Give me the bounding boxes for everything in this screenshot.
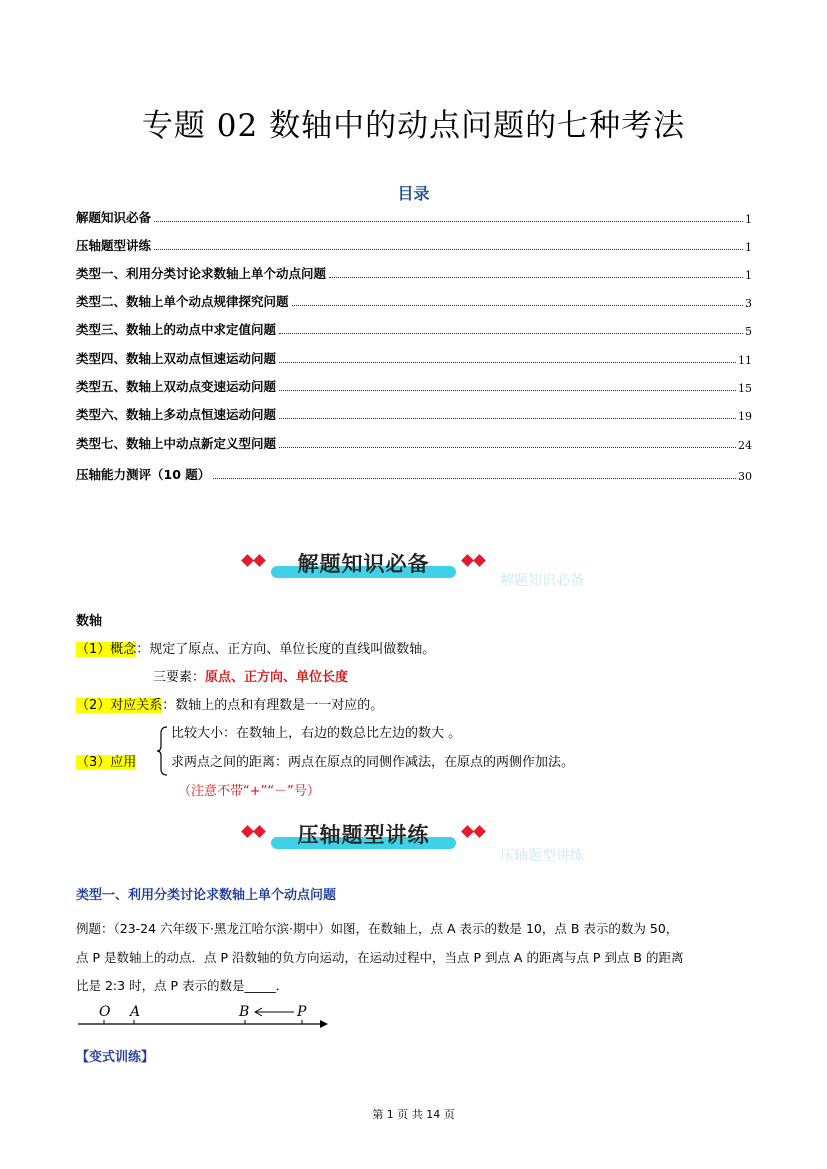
toc-entry[interactable]: 压轴能力测评（10 题） 30	[76, 467, 752, 483]
concept-line	[76, 638, 435, 657]
number-line-figure	[74, 1000, 334, 1034]
toc-entry[interactable]: 解题知识必备 1	[76, 210, 752, 226]
concept-tag: （1）概念	[76, 642, 137, 657]
practice-heading: 【变式训练】	[76, 1050, 155, 1065]
example-line-1: 例题：（23-24 六年级下·黑龙江哈尔滨·期中）如图，在数轴上，点 A 表示的数是 10，点 B 表示的数为 50，	[76, 921, 679, 936]
application-line-distance: 求两点之间的距离：两点在原点的同侧作减法，在原点的两侧作加法。	[171, 755, 575, 770]
diamond-icon	[461, 554, 474, 567]
label-b: B	[239, 1004, 250, 1020]
example-line-3: 比是 2:3 时，点 P 表示的数是_____．	[76, 978, 289, 993]
axis-arrow-icon	[320, 1020, 328, 1028]
three-elements-line	[153, 666, 348, 685]
example-line-2: 点 P 是数轴上的动点．点 P 沿数轴的负方向运动，在运动过程中，当点 P 到点 A 的距离与点 P 到点 B 的距离	[76, 950, 684, 965]
three-elements-label: 三要素：	[153, 670, 206, 685]
three-elements-values: 原点、正方向、单位长度	[205, 670, 349, 685]
diamond-icon	[241, 554, 254, 567]
toc-entry[interactable]: 类型一、利用分类讨论求数轴上单个动点问题 1	[76, 266, 752, 282]
diamond-icon	[241, 825, 254, 838]
toc-heading: 目录	[397, 184, 430, 203]
section-banner-knowledge	[241, 548, 491, 582]
relation-text: ：数轴上的点和有理数是一一对应的。	[162, 698, 384, 713]
toc-entry[interactable]: 类型五、数轴上双动点变速运动问题 15	[76, 379, 752, 395]
application-tag-line	[76, 751, 136, 770]
watermark: 解题知识必备	[500, 573, 584, 589]
toc-entry[interactable]: 类型七、数轴上中动点新定义型问题 24	[76, 436, 752, 452]
toc-entry[interactable]: 类型三、数轴上的动点中求定值问题 5	[76, 322, 752, 338]
type1-heading: 类型一、利用分类讨论求数轴上单个动点问题	[76, 888, 337, 903]
diamond-icon	[473, 554, 486, 567]
diamond-icon	[473, 825, 486, 838]
banner-title: 解题知识必备	[297, 552, 430, 576]
label-o: O	[99, 1004, 111, 1020]
relation-tag: （2）对应关系	[76, 698, 163, 713]
label-p: P	[297, 1004, 307, 1020]
diamond-icon	[253, 554, 266, 567]
relation-line	[76, 694, 383, 713]
brace-icon	[156, 726, 168, 776]
toc-entry[interactable]: 类型四、数轴上双动点恒速运动问题 11	[76, 351, 752, 367]
note-text: （注意不带“+”“－”号）	[178, 784, 320, 799]
toc-entry[interactable]: 类型二、数轴上单个动点规律探究问题 3	[76, 294, 752, 310]
label-a: A	[130, 1004, 141, 1020]
application-tag: （3）应用	[76, 755, 137, 770]
toc-entry[interactable]: 压轴题型讲练 1	[76, 238, 752, 254]
watermark: 压轴题型讲练	[500, 848, 584, 864]
knowledge-heading: 数轴	[76, 614, 103, 629]
banner-title: 压轴题型讲练	[297, 823, 430, 847]
toc-entry[interactable]: 类型六、数轴上多动点恒速运动问题 19	[76, 407, 752, 423]
application-line-compare: 比较大小：在数轴上，右边的数总比左边的数大 。	[171, 726, 462, 741]
page-footer: 第 1 页 共 14 页	[372, 1108, 455, 1121]
section-banner-practice	[241, 819, 491, 853]
diamond-icon	[253, 825, 266, 838]
concept-text: ：规定了原点、正方向、单位长度的直线叫做数轴。	[136, 642, 436, 657]
diamond-icon	[461, 825, 474, 838]
document-title: 专题 02 数轴中的动点问题的七种考法	[141, 108, 686, 144]
